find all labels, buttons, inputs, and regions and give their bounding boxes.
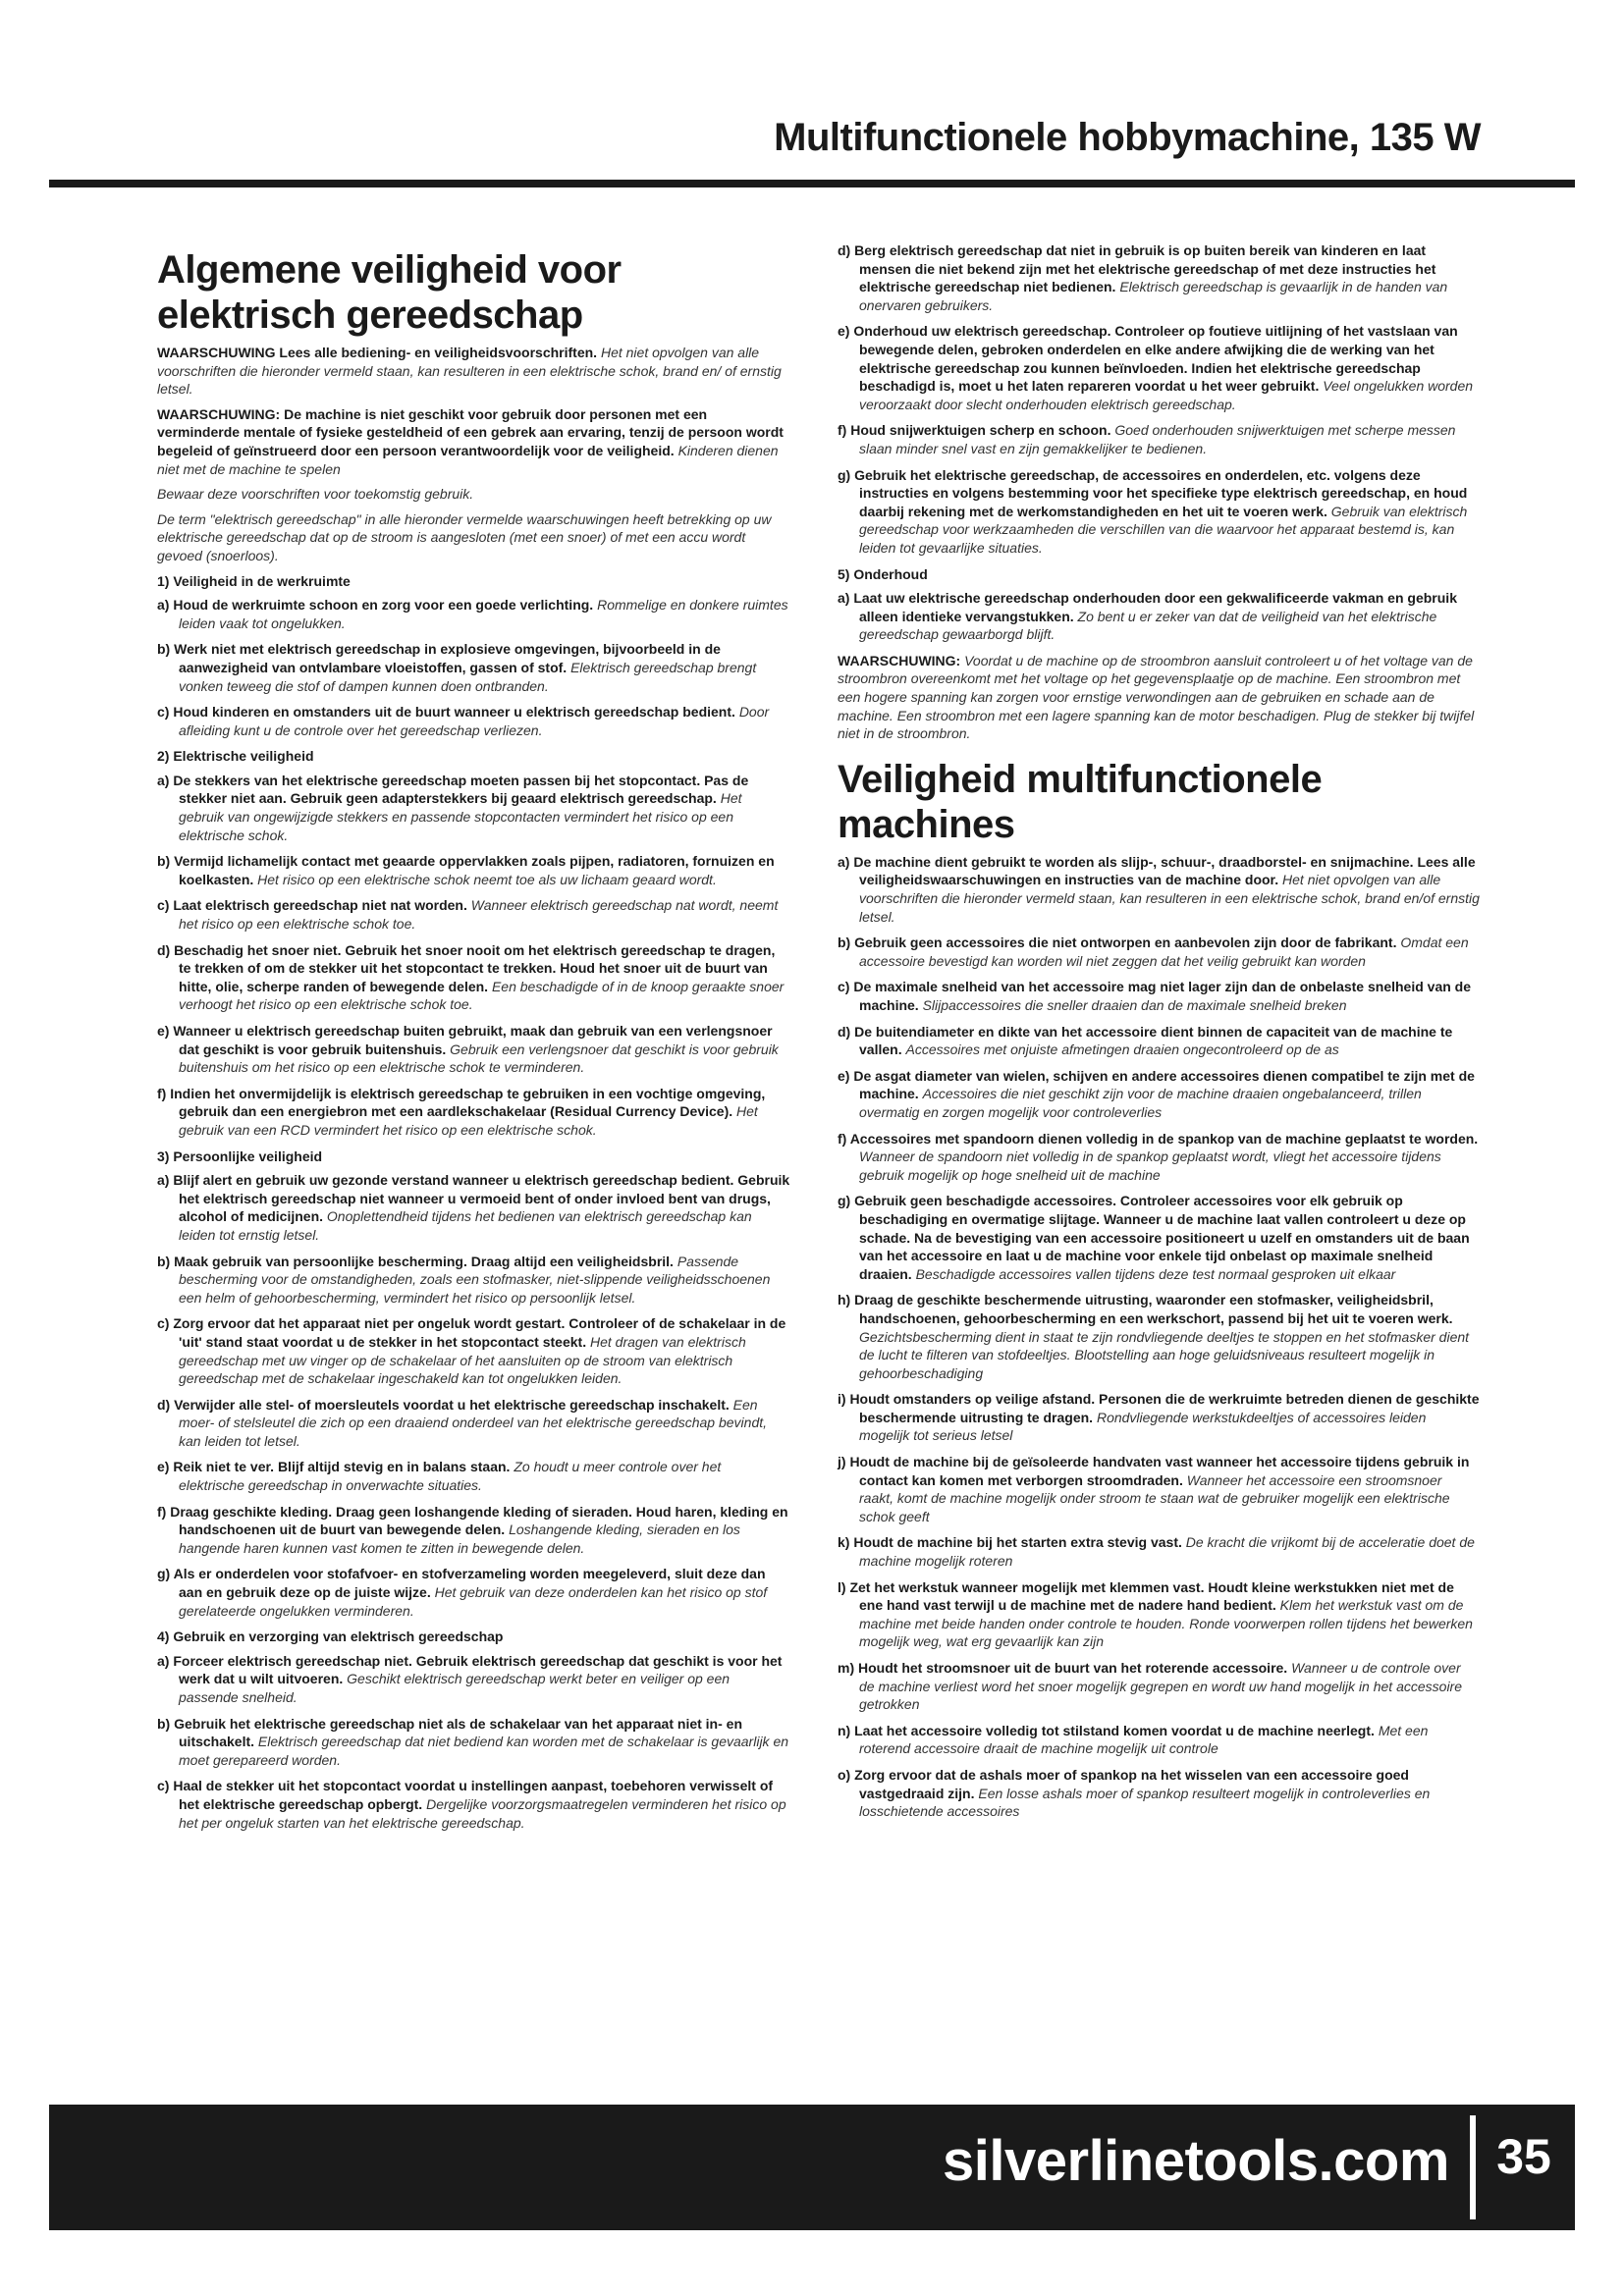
item-instruction: c) De maximale snelheid van het accessoire mag niet lager zijn dan de onbelaste snelheid van de machine. [838, 979, 1472, 1013]
item-instruction: h) Draag de geschikte beschermende uitrusting, waaronder een stofmasker, veiligheidsbril, handschoenen, gehoorbescherming en een werkschort, passend bij het uit te voeren werk. [838, 1292, 1453, 1326]
subheading-electrical-safety: 2) Elektrische veiligheid [157, 748, 314, 765]
safety-item [157, 1777, 790, 1832]
item-instruction: d) Verwijder alle stel- of moersleutels voordat u het elektrische gereedschap inschakelt. [157, 1396, 730, 1413]
item-instruction: a) De stekkers van het elektrische gereedschap moeten passen bij het stopcontact. Pas de stekker niet aan. Gebruik geen adapterstekkers bij geaard elektrisch gereedschap. [157, 772, 749, 807]
item-explanation: Gebruik een verlengsnoer dat geschikt is voor gebruik buitenshuis om het risico op een elektrische schok te verminderen. [179, 1041, 779, 1076]
item-explanation: Geschikt elektrisch gereedschap werkt beter en veiliger op een passende snelheid. [179, 1671, 731, 1705]
safety-item [838, 1659, 1480, 1714]
subheading-maintenance: 5) Onderhoud [838, 565, 928, 582]
safety-item [838, 1722, 1480, 1758]
safety-item [838, 853, 1480, 926]
item-explanation: Slijpaccessoires die sneller draaien dan de maximale snelheid breken [922, 997, 1347, 1013]
item-instruction: g) Als er onderdelen voor stofafvoer- en stofverzameling worden meegeleverd, sluit deze dan aan en gebruik deze op de juiste wijze. [157, 1566, 766, 1601]
item-explanation: Elektrisch gereedschap dat niet bediend kan worden met de schakelaar is gevaarlijk en moet gerepareerd worden. [179, 1734, 789, 1768]
item-instruction: a) Houd de werkruimte schoon en zorg voor een goede verlichting. [157, 597, 594, 614]
intro-block [157, 344, 790, 565]
item-explanation: Rommelige en donkere ruimtes leiden vaak tot ongelukken. [179, 597, 788, 631]
item-instruction: b) Gebruik het elektrische gereedschap niet als de schakelaar van het apparaat niet in- en uitschakelt. [157, 1715, 742, 1750]
item-explanation: Elektrisch gereedschap is gevaarlijk in de handen van onervaren gebruikers. [859, 279, 1448, 313]
item-instruction: b) Maak gebruik van persoonlijke bescherming. Draag altijd een veiligheidsbril. [157, 1253, 674, 1269]
safety-item [157, 941, 790, 1014]
item-instruction: d) De buitendiameter en dikte van het accessoire dient binnen de capaciteit van de machine te vallen. [838, 1023, 1453, 1058]
item-instruction: d) Beschadig het snoer niet. Gebruik het snoer nooit om het elektrisch gereedschap te dragen, te trekken of om de stekker uit het stopcontact te trekken. Houd het snoer uit de buurt van hitte, olie, scherpe randen of bewegende delen. [157, 941, 776, 994]
item-instruction: c) Houd kinderen en omstanders uit de buurt wanneer u elektrisch gereedschap bedient. [157, 704, 735, 721]
item-explanation: Passende bescherming voor de omstandigheden, zoals een stofmasker, niet-slippende veiligheidsschoenen een helm of gehoorbescherming, vermindert het risico op persoonlijk letsel. [179, 1253, 771, 1306]
safety-item [838, 589, 1480, 644]
item-instruction: d) Berg elektrisch gereedschap dat niet in gebruik is op buiten bereik van kinderen en laat mensen die niet bekend zijn met het elektrische gereedschap of met deze instructies het elektrische gereedschap niet bedienen. [838, 242, 1436, 295]
safety-item [838, 978, 1480, 1014]
safety-item [157, 1503, 790, 1558]
safety-item [157, 896, 790, 933]
safety-item [157, 1396, 790, 1451]
item-instruction: i) Houdt omstanders op veilige afstand. Personen die de werkruimte betreden dienen de geschikte beschermende uitrusting te dragen. [838, 1391, 1480, 1425]
item-instruction: f) Accessoires met spandoorn dienen volledig in de spankop van de machine geplaatst te worden. [838, 1130, 1479, 1147]
item-explanation: Het dragen van elektrisch gereedschap met uw vinger op de schakelaar of het aansluiten op de stroom van elektrisch gereedschap met de schakelaar ingeschakeld kan tot ongelukken leiden. [179, 1333, 746, 1387]
item-explanation: Dergelijke voorzorgsmaatregelen verminderen het risico op het per ongeluk starten van het elektrische gereedschap. [179, 1795, 786, 1831]
item-instruction: j) Houdt de machine bij de geïsoleerde handvaten vast wanneer het accessoire tijdens gebruik in contact kan komen met verborgen stroomdraden. [838, 1454, 1470, 1488]
multitool-safety-list [838, 853, 1480, 1821]
electrical-safety-list [157, 772, 790, 1140]
safety-item [157, 703, 790, 739]
safety-item [838, 421, 1480, 457]
section-title-general-safety: Algemene veiligheid voor elektrisch gereedschap [157, 248, 622, 337]
item-instruction: a) Laat uw elektrische gereedschap onderhouden door een gekwalificeerde vakman en gebruik alleen identieke vervangstukken. [838, 590, 1457, 624]
item-instruction: f) Houd snijwerktuigen scherp en schoon. [838, 422, 1111, 439]
right-column [838, 241, 1480, 1829]
safety-item [157, 1458, 790, 1494]
item-explanation: Het gebruik van een RCD vermindert het risico op een elektrische schok. [179, 1103, 758, 1138]
item-explanation: Zo bent u er zeker van dat de veiligheid van het elektrische gereedschap gewaarborgd blijft. [859, 608, 1437, 643]
safety-item [838, 1578, 1480, 1651]
item-explanation: Het risico op een elektrische schok neemt toe als uw lichaam geaard wordt. [257, 871, 717, 887]
safety-item [838, 1453, 1480, 1525]
safety-item [157, 1022, 790, 1077]
item-explanation: Bewaar deze voorschriften voor toekomstig gebruik. [157, 486, 474, 503]
item-instruction: e) Reik niet te ver. Blijf altijd stevig en in balans staan. [157, 1459, 511, 1475]
subheading-tool-use: 4) Gebruik en verzorging van elektrisch gereedschap [157, 1629, 504, 1645]
item-instruction: b) Vermijd lichamelijk contact met geaarde oppervlakken zoals pijpen, radiatoren, fornuizen en koelkasten. [157, 853, 775, 887]
item-instruction: c) Haal de stekker uit het stopcontact voordat u instellingen aanpast, toebehoren verwisselt of het elektrische gereedschap opbergt. [157, 1778, 774, 1812]
safety-item [838, 1192, 1480, 1283]
safety-item [157, 596, 790, 632]
item-instruction: n) Laat het accessoire volledig tot stilstand komen voordat u de machine neerlegt. [838, 1722, 1375, 1738]
item-instruction: c) Laat elektrisch gereedschap niet nat worden. [157, 897, 467, 914]
voltage-warning-text: Voordat u de machine op de stroombron aansluit controleert u of het voltage van de stroombron overeenkomt met het voltage op het gegevensplaatje op de machine. Een stroombron met een hogere spanning kan zorgen voor ernstige verwondingen aan de gebruiken en schade aan de machine. Een stroombron met een lagere spanning kan de motor beschadigen. Plug de stekker bij twijfel niet in de stroombron. [838, 652, 1475, 742]
safety-item [838, 241, 1480, 314]
safety-item [838, 1291, 1480, 1382]
item-explanation: Goed onderhouden snijwerktuigen met scherpe messen slaan minder snel vast en zijn gemakkelijker te bedienen. [859, 422, 1456, 456]
item-explanation: Zo houdt u meer controle over het elektrische gereedschap in onverwachte situaties. [179, 1459, 722, 1494]
item-explanation: Met een roterend accessoire draait de machine mogelijk uit controle [859, 1722, 1429, 1757]
item-explanation: Wanneer u de controle over de machine verliest word het snoer mogelijk gegrepen en wordt uw hand mogelijk in het accessoire getrokken [859, 1660, 1462, 1713]
item-explanation: Het niet opvolgen van alle voorschriften die hieronder vermeld staan, kan resulteren in een elektrische schok, brand en/ of ernstig letsel. [157, 345, 782, 398]
safety-item [157, 852, 790, 888]
subheading-work-area: 1) Veiligheid in de werkruimte [157, 572, 351, 589]
item-instruction: a) Blijf alert en gebruik uw gezonde verstand wanneer u elektrisch gereedschap bedient. Gebruik het elektrisch gereedschap niet wanneer u vermoeid bent of onder invloed bent van drugs, alcohol of medicijnen. [157, 1172, 790, 1225]
item-instruction: g) Gebruik het elektrische gereedschap, de accessoires en onderdelen, etc. volgens deze instructies en volgens bestemming voor het specifieke type elektrisch gereedschap, en houd daarbij rekening met de werkomstandigheden en het uit te voeren werk. [838, 466, 1468, 519]
safety-item [157, 1715, 790, 1770]
item-explanation: Gebruik van elektrisch gereedschap voor werkzaamheden die verschillen van die waarvoor het apparaat bestemd is, kan leiden tot gevaarlijke situaties. [859, 503, 1468, 556]
left-column [157, 241, 790, 1840]
safety-item [157, 1314, 790, 1387]
safety-item [838, 322, 1480, 413]
maintenance-list [838, 589, 1480, 644]
item-instruction: e) Onderhoud uw elektrisch gereedschap. Controleer op foutieve uitlijning of het vastslaan van bewegende delen, gebroken onderdelen en elke andere afwijking die de werking van het elektrische gereedschap zou kunnen beïnvloeden. Indien het elektrische gereedschap beschadigd is, moet u het laten repareren voordat u het weer gebruikt. [838, 323, 1458, 395]
item-explanation: Wanneer elektrisch gereedschap nat wordt, neemt het risico op een elektrische schok toe. [179, 897, 779, 933]
item-explanation: Het gebruik van ongewijzigde stekkers en passende stopcontacten vermindert het risico op een elektrische schok. [179, 790, 742, 843]
item-explanation: Omdat een accessoire bevestigd kan worden wil niet zeggen dat het veilig gebruikt kan worden [859, 934, 1469, 969]
intro-paragraph [157, 510, 790, 565]
intro-paragraph [157, 405, 790, 478]
item-explanation: Het niet opvolgen van alle voorschriften die hieronder vermeld staan, kan resulteren in een elektrische schok, brand en/of ernstig letsel. [859, 872, 1480, 925]
item-instruction: a) Forceer elektrisch gereedschap niet. Gebruik elektrisch gereedschap dat geschikt is voor het werk dat u wilt uitvoeren. [157, 1652, 783, 1687]
item-instruction: e) De asgat diameter van wielen, schijven en andere accessoires dienen compatibel te zijn met de machine. [838, 1067, 1475, 1102]
page-header-title: Multifunctionele hobbymachine, 135 W [774, 116, 1481, 159]
section-title-multitool-safety: Veiligheid multifunctionele machines [838, 757, 1323, 846]
item-explanation: Wanneer het accessoire een stroomsnoer raakt, komt de machine mogelijk onder stroom te staan wat de gebruiker mogelijk een elektrische schok geeft [859, 1471, 1450, 1524]
personal-safety-list [157, 1171, 790, 1620]
item-instruction: b) Werk niet met elektrisch gereedschap in explosieve omgevingen, bijvoorbeeld in de aanwezigheid van ontvlambare vloeistoffen, gassen of stof. [157, 641, 721, 675]
item-instruction: c) Zorg ervoor dat het apparaat niet per ongeluk wordt gestart. Controleer of de schakelaar in de 'uit' stand staat voordat u de stekker in het stopcontact steekt. [157, 1315, 786, 1350]
item-explanation: Loshangende kleding, sieraden en los hangende haren kunnen vast komen te zitten in bewegende delen. [179, 1522, 740, 1556]
tool-use-list-continued [838, 241, 1480, 558]
item-instruction: o) Zorg ervoor dat de ashals moer of spankop na het wisselen van een accessoire goed vastgedraaid zijn. [838, 1766, 1409, 1801]
safety-item [838, 1766, 1480, 1821]
item-explanation: Elektrisch gereedschap brengt vonken teweeg die stof of dampen kunnen doen ontbranden. [179, 659, 757, 694]
item-explanation: Rondvliegende werkstukdeeltjes of accessoires leiden mogelijk tot serieus letsel [859, 1409, 1427, 1444]
item-instruction: g) Gebruik geen beschadigde accessoires. Controleer accessoires voor elk gebruik op beschadiging en overmatige slijtage. Wanneer u de machine laat vallen controleert u deze op schade. Na de bevestiging van een accessoire positioneert u uzelf en omstanders uit de baan van het accessoire en laat u de machine voor enkele tijd onbelast op maximale snelheid draaien. [838, 1193, 1470, 1282]
subheading-personal-safety: 3) Persoonlijke veiligheid [157, 1148, 323, 1164]
work-area-list [157, 596, 790, 739]
safety-item [838, 1390, 1480, 1445]
voltage-warning [838, 652, 1480, 743]
safety-item [157, 1171, 790, 1244]
item-instruction: WAARSCHUWING: De machine is niet geschikt voor gebruik door personen met een verminderde mentale of fysieke gesteldheid of een gebrek aan ervaring, tenzij de persoon wordt begeleid of geïnstrueerd door een persoon verantwoordelijk voor de veiligheid. [157, 405, 784, 458]
item-explanation: Onoplettendheid tijdens het bedienen van elektrisch gereedschap kan leiden tot ernstig letsel. [179, 1208, 752, 1243]
item-explanation: De kracht die vrijkomt bij de acceleratie doet de machine mogelijk roteren [859, 1534, 1475, 1570]
item-explanation: Accessoires die niet geschikt zijn voor de machine draaien ongebalanceerd, trillen overmatig en zorgen mogelijk voor controleverlies [859, 1086, 1422, 1120]
item-explanation: Door afleiding kunt u de controle over het gereedschap verliezen. [179, 704, 770, 738]
item-explanation: Een beschadigde of in de knoop geraakte snoer verhoogt het risico op een elektrische schok toe. [179, 978, 785, 1013]
safety-item [157, 1253, 790, 1308]
page-number: 35 [1496, 2129, 1551, 2184]
item-instruction: l) Zet het werkstuk wanneer mogelijk met klemmen vast. Houdt kleine werkstukken niet met de ene hand vast terwijl u de machine met de nadere hand bedient. [838, 1578, 1454, 1614]
item-explanation: Beschadigde accessoires vallen tijdens deze test normaal gesproken uit elkaar [915, 1265, 1396, 1282]
voltage-warning-label: WAARSCHUWING: [838, 652, 961, 668]
safety-item [838, 1130, 1480, 1185]
intro-paragraph [157, 485, 790, 504]
footer-separator [1470, 2115, 1476, 2219]
safety-item [838, 934, 1480, 970]
safety-item [157, 1652, 790, 1707]
header-rule [49, 180, 1575, 187]
item-explanation: Een losse ashals moer of spankop resulteert mogelijk in controleverlies en losschietende accessoires [859, 1785, 1431, 1820]
item-explanation: Wanneer de spandoorn niet volledig in de spankop geplaatst wordt, vliegt het accessoire tijdens gebruik mogelijk op hoge snelheid uit de machine [859, 1148, 1441, 1183]
item-explanation: Accessoires met onjuiste afmetingen draaien ongecontroleerd op de as [905, 1041, 1339, 1058]
item-instruction: f) Indien het onvermijdelijk is elektrisch gereedschap te gebruiken in een vochtige omgeving, gebruik dan een energiebron met een aardlekschakelaar (Residual Currency Device). [157, 1085, 766, 1120]
item-instruction: b) Gebruik geen accessoires die niet ontworpen en aanbevolen zijn door de fabrikant. [838, 934, 1397, 951]
item-explanation: Het gebruik van deze onderdelen kan het risico op stof gerelateerde ongelukken verminderen. [179, 1584, 768, 1619]
safety-item [838, 1067, 1480, 1122]
item-instruction: m) Houdt het stroomsnoer uit de buurt van het roterende accessoire. [838, 1660, 1288, 1676]
safety-item [838, 466, 1480, 558]
safety-item [157, 1085, 790, 1140]
item-instruction: f) Draag geschikte kleding. Draag geen loshangende kleding of sieraden. Houd haren, kleding en handschoenen uit de buurt van bewegende delen. [157, 1503, 788, 1538]
footer-website: silverlinetools.com [943, 2129, 1449, 2193]
item-explanation: Gezichtsbescherming dient in staat te zijn rondvliegende deeltjes te stoppen en het stofmasker dient de lucht te filteren van stofdeeltjes. Blootstelling aan hoge geluidsniveaus resulteert mogelijk in gehoorbeschadiging [859, 1328, 1470, 1381]
item-instruction: WAARSCHUWING Lees alle bediening- en veiligheidsvoorschriften. [157, 345, 598, 360]
item-instruction: e) Wanneer u elektrisch gereedschap buiten gebruikt, maak dan gebruik van een verlengsnoer dat geschikt is voor gebruik buitenshuis. [157, 1023, 773, 1057]
item-explanation: Een moer- of stelsleutel die zich op een draaiend onderdeel van het elektrische gereedschap bevindt, kan leiden tot letsel. [179, 1396, 768, 1449]
item-explanation: Klem het werkstuk vast om de machine met beide handen onder controle te houden. Ronde voorwerpen rollen tijdens het bewerken mogelijk weg, wat erg gevaarlijk kan zijn [859, 1597, 1473, 1650]
safety-item [157, 772, 790, 844]
item-explanation: Kinderen dienen niet met de machine te spelen [157, 442, 779, 477]
item-explanation: Veel ongelukken worden veroorzaakt door slecht onderhouden elektrisch gereedschap. [859, 378, 1474, 412]
safety-item [838, 1533, 1480, 1570]
intro-paragraph [157, 344, 790, 399]
safety-item [157, 1565, 790, 1620]
tool-use-list [157, 1652, 790, 1832]
item-instruction: a) De machine dient gebruikt te worden als slijp-, schuur-, draadborstel- en snijmachine. Lees alle veiligheidswaarschuwingen en instructies van de machine door. [838, 853, 1476, 888]
item-explanation: De term "elektrisch gereedschap" in alle hieronder vermelde waarschuwingen heeft betrekking op uw elektrische gereedschap dat op de stroom is aangesloten (met een snoer) of met een accu wordt gevoed (snoerloos). [157, 510, 772, 563]
safety-item [838, 1023, 1480, 1059]
safety-item [157, 640, 790, 695]
item-instruction: k) Houdt de machine bij het starten extra stevig vast. [838, 1534, 1182, 1551]
